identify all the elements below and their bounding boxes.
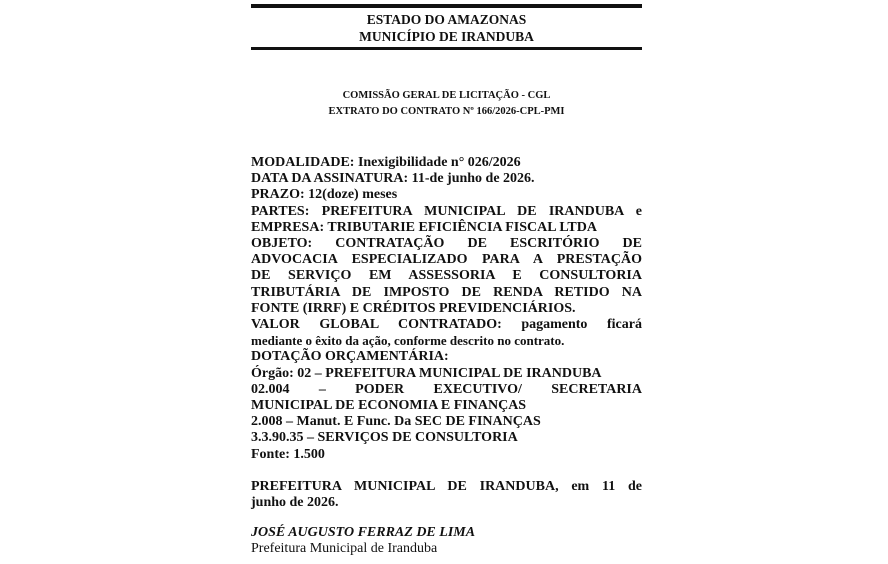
body-line: Fonte: 1.500 xyxy=(251,446,325,462)
header-top-rule xyxy=(251,4,642,8)
body-line: 3.3.90.35 – SERVIÇOS DE CONSULTORIA xyxy=(251,430,518,446)
body-line: DE SERVIÇO EM ASSESSORIA E CONSULTORIA xyxy=(251,268,642,284)
body-line: MUNICIPAL DE ECONOMIA E FINANÇAS xyxy=(251,398,527,414)
body-line: 02.004 – PODER EXECUTIVO/ SECRETARIA xyxy=(251,381,642,397)
commission-title: COMISSÃO GERAL DE LICITAÇÃO - CGL xyxy=(342,90,551,101)
body-line: Órgão: 02 – PREFEITURA MUNICIPAL DE IRANDUBA xyxy=(251,365,602,381)
header-municipality: MUNICÍPIO DE IRANDUBA xyxy=(359,29,534,44)
contract-body xyxy=(251,155,642,511)
closing-line: junho de 2026. xyxy=(251,495,339,511)
body-line: PARTES: PREFEITURA MUNICIPAL DE IRANDUBA e xyxy=(251,203,642,219)
body-line: ADVOCACIA ESPECIALIZADO PARA A PRESTAÇÃO xyxy=(251,252,642,268)
header-state: ESTADO DO AMAZONAS xyxy=(366,12,527,27)
body-line: DATA DA ASSINATURA: 11-de junho de 2026. xyxy=(251,171,535,187)
body-line: PRAZO: 12(doze) meses xyxy=(251,187,398,203)
body-line: 2.008 – Manut. E Func. Da SEC DE FINANÇAS xyxy=(251,414,541,430)
closing-line: PREFEITURA MUNICIPAL DE IRANDUBA, em 11 de xyxy=(251,478,642,494)
body-line: VALOR GLOBAL CONTRATADO: pagamento ficará xyxy=(251,317,642,333)
signatory-name: JOSÉ AUGUSTO FERRAZ DE LIMA xyxy=(251,525,476,540)
body-line: DOTAÇÃO ORÇAMENTÁRIA: xyxy=(251,349,449,365)
extract-title: EXTRATO DO CONTRATO Nº 166/2026-CPL-PMI xyxy=(328,106,565,117)
document-page xyxy=(251,0,642,564)
header-bottom-rule xyxy=(251,47,642,50)
signature-block xyxy=(251,525,642,557)
body-line: OBJETO: CONTRATAÇÃO DE ESCRITÓRIO DE xyxy=(251,236,642,252)
body-line: FONTE (IRRF) E CRÉDITOS PREVIDENCIÁRIOS. xyxy=(251,300,576,316)
body-line: MODALIDADE: Inexigibilidade n° 026/2026 xyxy=(251,155,521,170)
body-line: mediante o êxito da ação, conforme descrito no contrato. xyxy=(251,333,565,349)
body-line: EMPRESA: TRIBUTARIE EFICIÊNCIA FISCAL LTDA xyxy=(251,219,597,235)
body-line: TRIBUTÁRIA DE IMPOSTO DE RENDA RETIDO NA xyxy=(251,284,642,300)
signatory-role: Prefeitura Municipal de Iranduba xyxy=(251,541,438,556)
